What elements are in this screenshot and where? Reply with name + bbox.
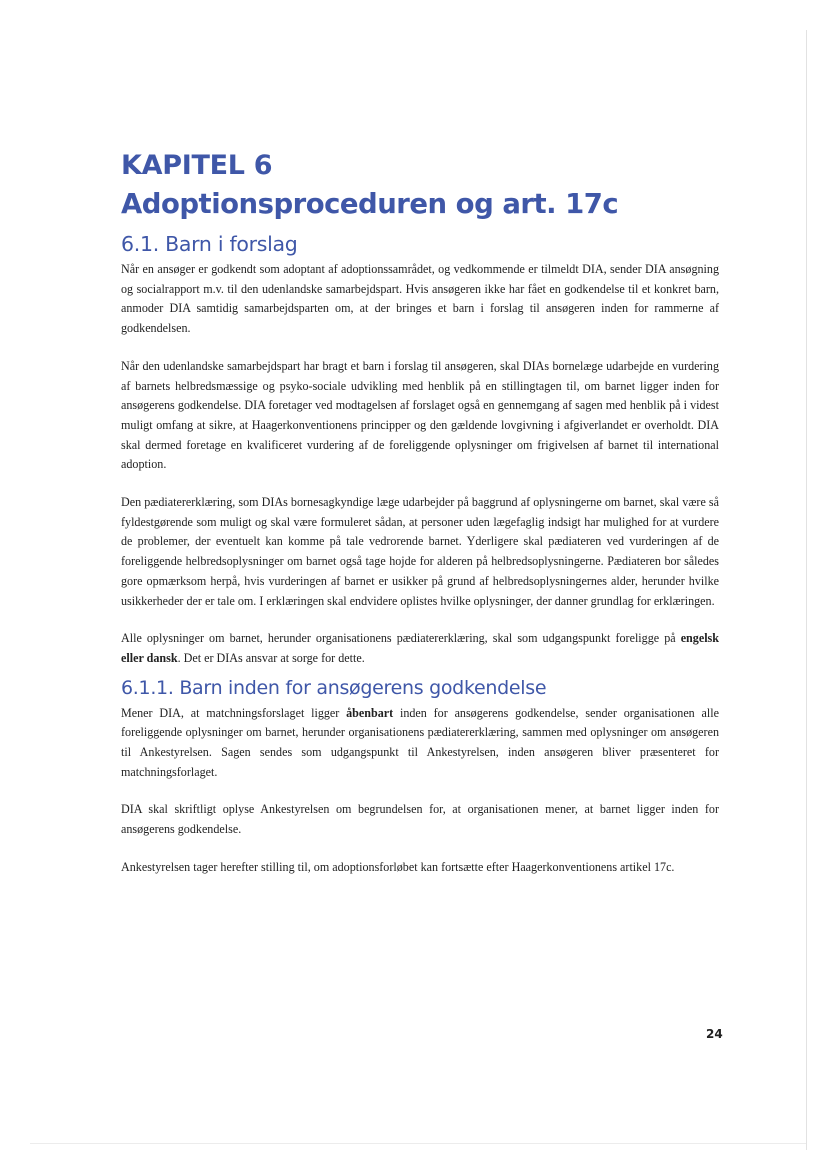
- paragraph-6-1-1-2: DIA skal skriftligt oplyse Ankestyrelsen om begrundelsen for, at organisationen mener, at barnet ligger inden for ansøgerens godkendelse.: [121, 802, 719, 837]
- paragraph-6-1-4-before: Alle oplysninger om barnet, herunder organisationens pædiatererklæring, skal som udgangspunkt foreligge på: [121, 631, 681, 646]
- paragraph-6-1-1: Når en ansøger er godkendt som adoptant af adoptionssamrådet, og vedkommende er tilmeldt DIA, sender DIA ansøgning og socialrapport m.v. til den udenlandske samarbejdspart. Hvis ansøgeren ikke har fået en godkendelse til et konkret barn, anmoder DIA samtidig samarbejdsparten om, at der bringes et barn i forslag til ansøgeren inden for rammerne af godkendelsen.: [121, 262, 719, 336]
- paragraph-6-1-1-1-after: inden for ansøgerens godkendelse, sender organisationen alle foreliggende oplysninger om barnet, herunder organisationens pædiatererklæring, sammen med oplysninger om ansøgeren til Ankestyrelsen. Sagen sendes som udgangspunkt til Ankestyrelsen, inden ansøgeren bliver præsenteret for matchningsforlaget.: [121, 705, 719, 779]
- page-number: 24: [706, 1027, 723, 1041]
- page-content: [121, 148, 719, 896]
- chapter-label: KAPITEL 6: [121, 150, 273, 181]
- paragraph-6-1-4-emphasis: engelsk eller dansk: [121, 631, 719, 665]
- scan-edge-bottom: [30, 1143, 806, 1144]
- paragraph-6-1-4-after: . Det er DIAs ansvar at sorge for dette.: [177, 650, 365, 665]
- paragraph-6-1-1-3: Ankestyrelsen tager herefter stilling til, om adoptionsforløbet kan fortsætte efter Haagerkonventionens artikel 17c.: [121, 859, 675, 874]
- paragraph-6-1-3: Den pædiatererklæring, som DIAs bornesagkyndige læge udarbejder på baggrund af oplysningerne om barnet, skal være så fyldestgørende som muligt og skal være formuleret sådan, at personer uden lægefaglig indsigt har mulighed for at vurdere de problemer, der eventuelt kan komme på tale vedrorende barnet. Yderligere skal pædiateren ved vurderingen af de foreliggende helbredsoplysninger om barnet også tage hojde for alderen på helbredsoplysningerne. Pædiateren bor således gore opmærksom herpå, hvis vurderingen af barnet er usikker på grund af helbredsoplysningernes alder, herunder hvilke usikkerheder der er tale om. I erklæringen skal endvidere oplistes hvilke oplysninger, der danner grundlag for erklæringen.: [121, 495, 719, 608]
- paragraph-6-1-1-1-before: Mener DIA, at matchningsforslaget ligger: [121, 705, 347, 720]
- paragraph-6-1-1-1-emphasis: åbenbart: [346, 705, 394, 720]
- paragraph-6-1-4: [121, 629, 719, 668]
- section-heading-6-1-1: 6.1.1. Barn inden for ansøgerens godkendelse: [121, 676, 547, 699]
- scan-edge-right: [806, 30, 807, 1150]
- section-heading-6-1: 6.1. Barn i forslag: [121, 232, 298, 256]
- paragraph-6-1-2: Når den udenlandske samarbejdspart har bragt et barn i forslag til ansøgeren, skal DIAs bornelæge udarbejde en vurdering af barnets helbredsmæssige og psyko-sociale udvikling med henblik på en stillingtagen til, om barnet ligger inden for ansøgerens godkendelse. DIA foretager ved modtagelsen af forslaget også en gennemgang af sagen med henblik på i videst muligt omfang at sikre, at Haagerkonventionens principper og den gældende lovgivning i afgiverlandet er overholdt. DIA skal dermed foretage en kvalificeret vurdering af de foreliggende oplysninger om frigivelsen af barnet til international adoption.: [121, 358, 719, 472]
- paragraph-6-1-1-1: [121, 704, 719, 783]
- chapter-title: Adoptionsproceduren og art. 17c: [121, 188, 619, 220]
